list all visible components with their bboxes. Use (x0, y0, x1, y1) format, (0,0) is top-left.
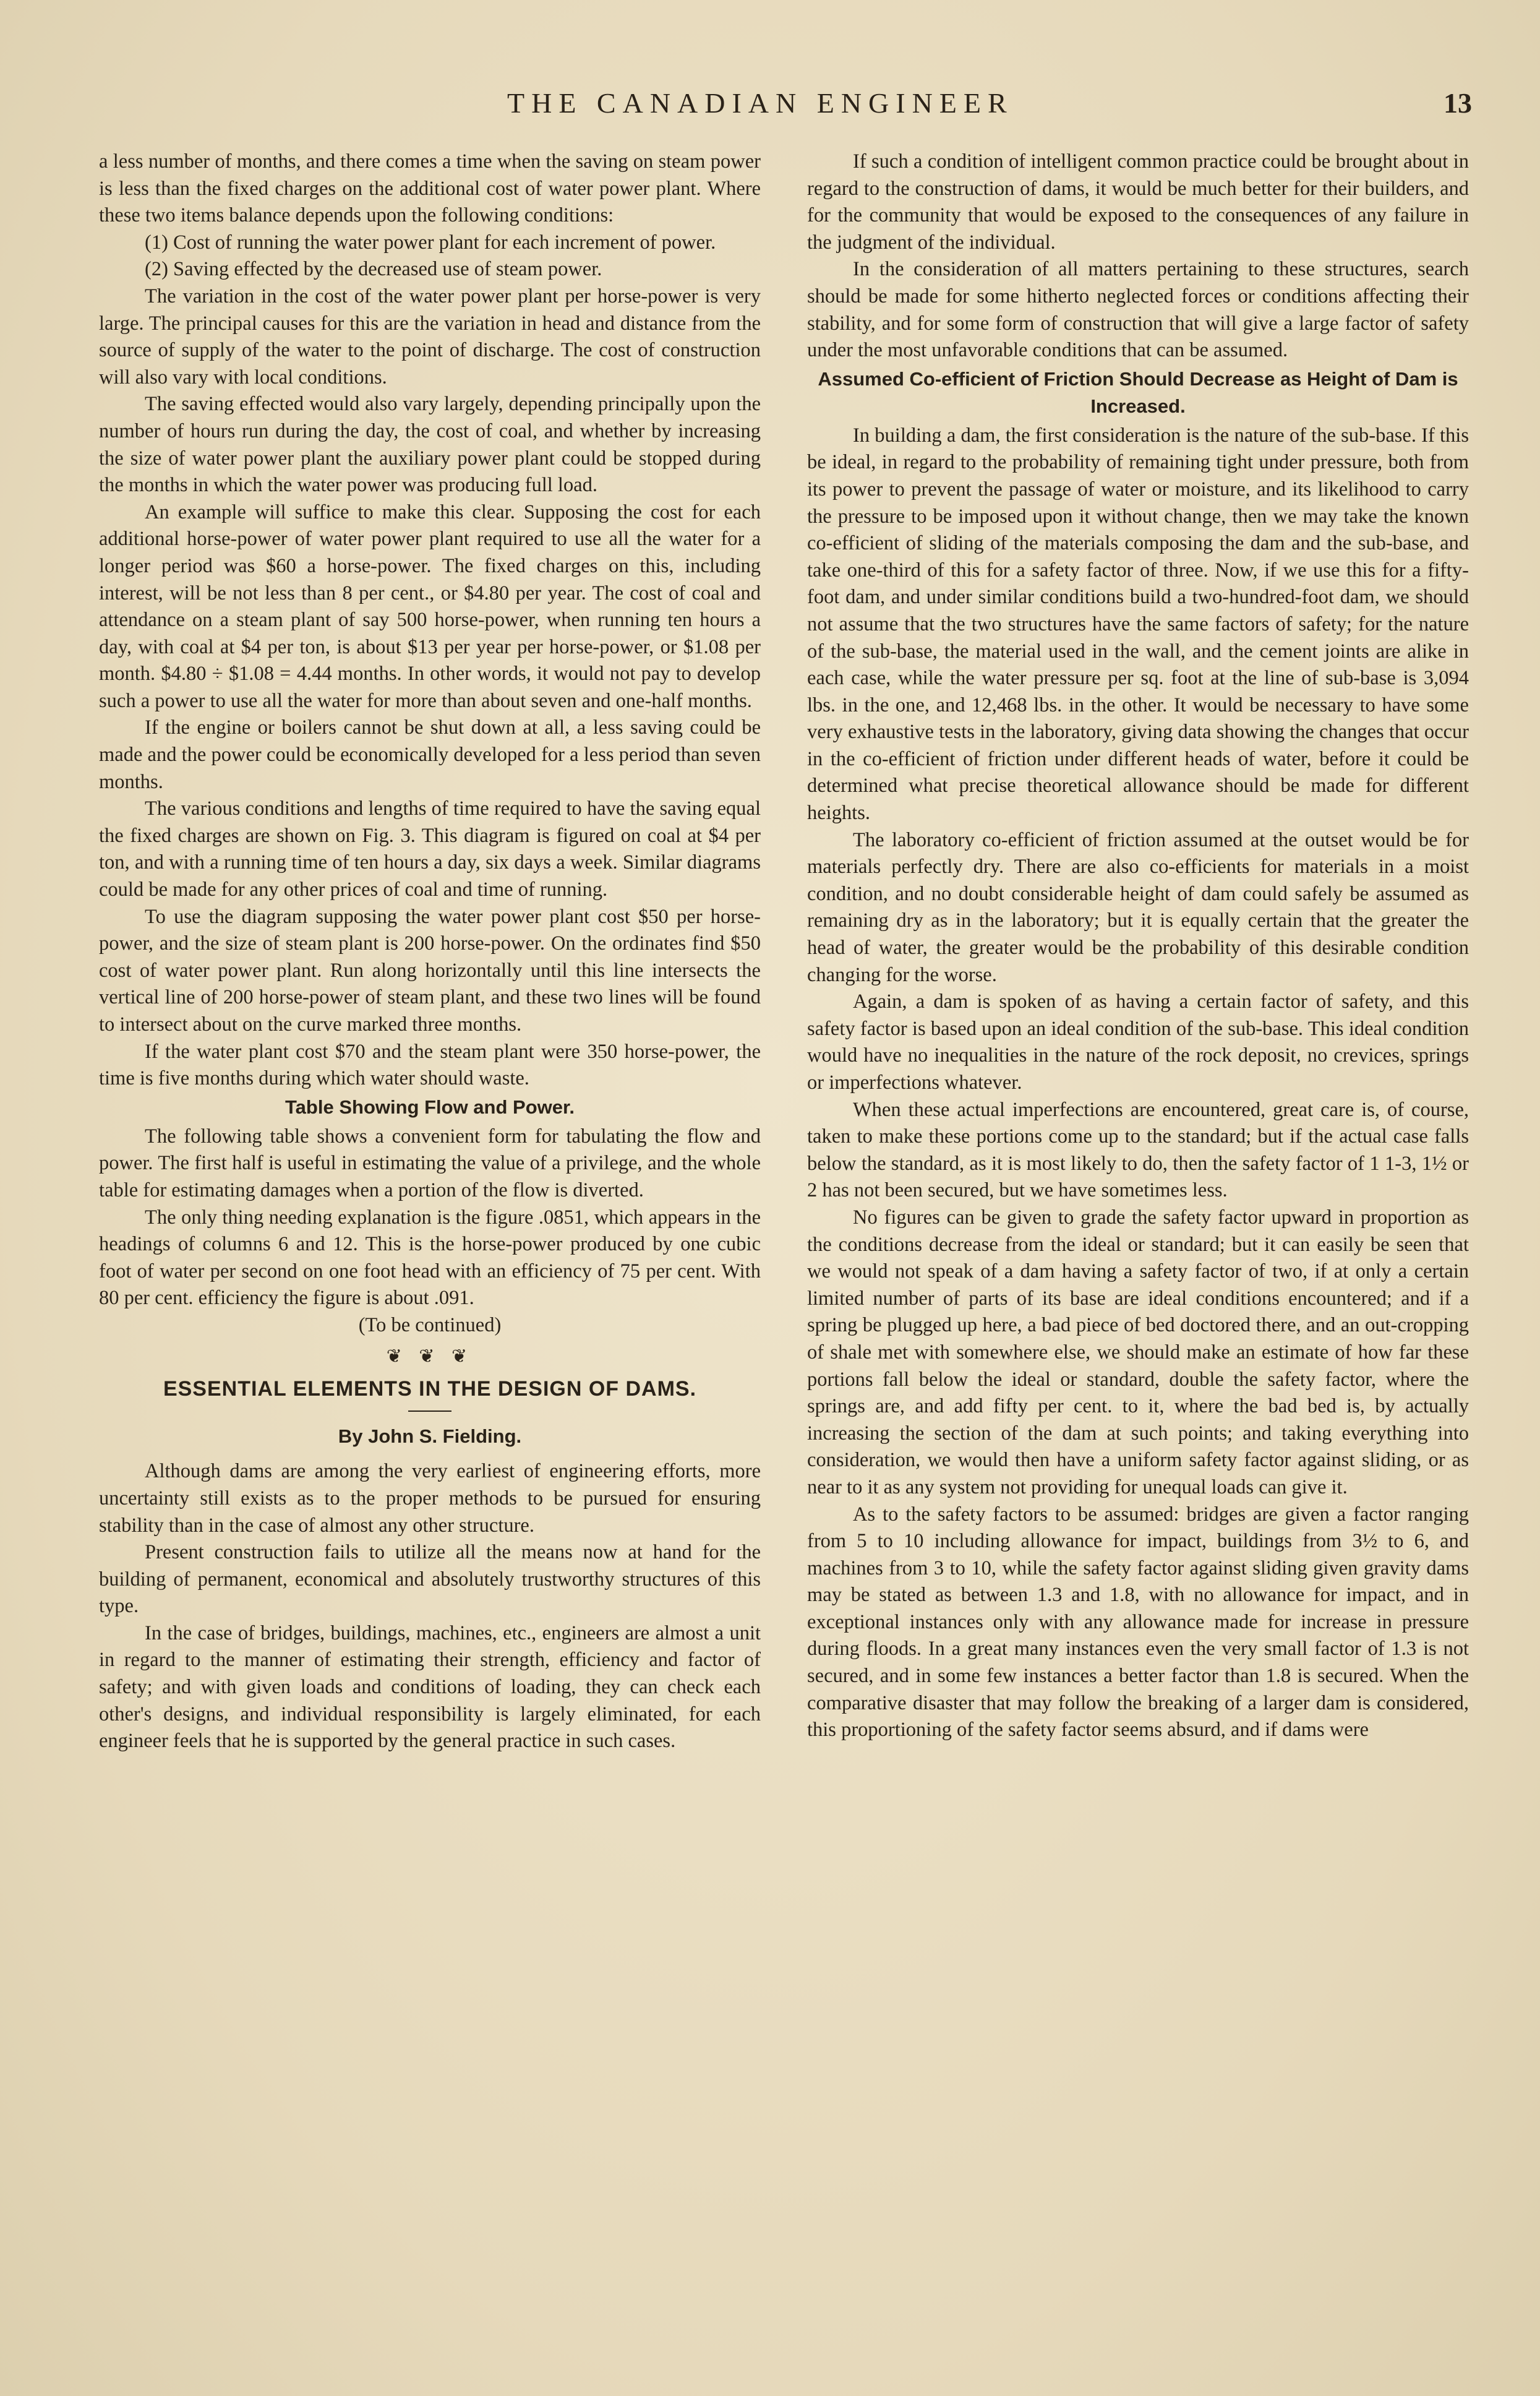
paragraph: The saving effected would also vary largely, depending principally upon the number of hours run during the day, the cost of coal, and whether by increasing the size of water power plant the auxiliary power plant could be stopped during the months in which the water power was producing full load. (99, 393, 761, 497)
paragraph: The various conditions and lengths of time required to have the saving equal the fixed charges are shown on Fig. 3. This diagram is figured on coal at $4 per ton, and with a running time of ten hours a day, six days a week. Similar diagrams could be made for any other prices of coal and time of running. (99, 797, 761, 901)
paragraph: If the water plant cost $70 and the steam plant were 350 horse-power, the time is five months during which water should waste. (99, 1040, 761, 1090)
running-head (0, 87, 1540, 130)
paragraph: If the engine or boilers cannot be shut down at all, a less saving could be made and the power could be economically developed for a less period than seven months. (99, 716, 761, 793)
paragraph: The variation in the cost of the water power plant per horse-power is very large. The principal causes for this are the variation in head and distance from the source of supply of the water to the point of discharge. The cost of construction will also vary with local conditions. (99, 285, 761, 389)
title-rule (408, 1411, 451, 1412)
paragraph: a less number of months, and there comes a time when the saving on steam power is less than the fixed charges on the additional cost of water power plant. Where these two items balance depends upon the following conditions: (99, 150, 761, 227)
paragraph: As to the safety factors to be assumed: bridges are given a factor ranging from 5 to 10 including allowance for impact, buildings from 3½ to 6, and machines from 3 to 10, while the safety factor against sliding given gravity dams may be stated as between 1.3 and 1.8, with no allowance for impact, and in exceptional instances only with any allowance made for increase in pressure during floods. In a great many instances even the very small factor of 1.3 is not secured, and in some few instances a better factor than 1.8 is secured. When the comparative disaster that may follow the breaking of a larger dam is considered, this proportioning of the safety factor seems absurd, and if dams were (807, 1503, 1469, 1741)
paragraph: The laboratory co-efficient of friction assumed at the outset would be for materials perfectly dry. There are also co-efficients for materials in a moist condition, and no doubt considerable height of dam could safely be assumed as remaining dry as in the laboratory; but it is equally certain that the greater the head of water, the greater would be the probability of this desirable condition changing for the worse. (807, 828, 1469, 986)
paragraph: Although dams are among the very earliest of engineering efforts, more uncertainty still exists as to the proper methods to be pursued for ensuring stability than in the case of almost any other structure. (99, 1460, 761, 1537)
paragraph: No figures can be given to grade the safety factor upward in proportion as the conditions decrease from the ideal or standard; but it can easily be seen that we would not speak of a dam having a safety factor of two, if at only a certain limited number of parts of its base are ideal conditions encountered; and if a spring be plugged up here, a bad piece of bed doctored there, and an out-cropping of shale met with somewhere else, we should make an estimate of how far these portions fall below the ideal or standard, double the safety factor, where the springs are, and add fifty per cent. to it, where the bad bed is, by actually increasing the section of the dam at such points; and taking everything into consideration, we would then have a uniform safety factor against sliding, or as near to it as any system not providing for unequal loads can give it. (807, 1206, 1469, 1498)
continued-note: (To be continued) (358, 1313, 502, 1336)
paragraph: If such a condition of intelligent common practice could be brought about in regard to the construction of dams, it would be much better for their builders, and for the community that would be exposed to the consequences of any failure in the judgment of the individual. (807, 150, 1469, 254)
paragraph: In the case of bridges, buildings, machines, etc., engineers are almost a unit in regard to the manner of estimating their strength, efficiency and factor of safety; and with given loads and conditions of loading, they can check each other's designs, and individual responsibility is largely eliminated, for each engineer feels that he is supported by the general practice in such cases. (99, 1621, 761, 1753)
paragraph: Present construction fails to utilize all the means now at hand for the building of permanent, economical and absolutely trustworthy structures of this type. (99, 1541, 761, 1618)
paragraph: The following table shows a convenient form for tabulating the flow and power. The first half is useful in estimating the value of a privilege, and the whole table for estimating damages when a portion of the flow is diverted. (99, 1125, 761, 1201)
ornament-divider: ❦ ❦ ❦ (386, 1346, 474, 1367)
paragraph: When these actual imperfections are encountered, great care is, of course, taken to make these portions come up to the standard; but if the actual case falls below the standard, as it is most likely to do, then the safety factor of 1 1-3, 1½ or 2 has not been secured, but we have sometimes less. (807, 1098, 1469, 1202)
page-number: 13 (1444, 87, 1472, 119)
paragraph: An example will suffice to make this clear. Supposing the cost for each additional horse-power of water power plant required to use all the water for a longer period was $60 a horse-power. The fixed charges on this, including interest, will be not less than 8 per cent., or $4.80 per year. The cost of coal and attendance on a steam plant of say 500 horse-power, when running ten hours a day, with coal at $4 per ton, is about $13 per year per horse-power, or $1.08 per month. $4.80 ÷ $1.08 = 4.44 months. In other words, it would not pay to develop such a power to use all the water for more than about seven and one-half months. (99, 500, 761, 712)
paragraph: (2) Saving effected by the decreased use of steam power. (145, 258, 602, 281)
paragraph: Again, a dam is spoken of as having a certain factor of safety, and this safety factor is based upon an ideal condition of the sub-base. This ideal condition would have no inequalities in the nature of the rock deposit, no crevices, springs or imperfections whatever. (807, 990, 1469, 1094)
paragraph: In the consideration of all matters pertaining to these structures, search should be made for some hitherto neglected forces or conditions affecting their stability, and for some form of construction that will give a large factor of safety under the most unfavorable conditions that can be assumed. (807, 258, 1469, 362)
paragraph: (1) Cost of running the water power plant for each increment of power. (145, 231, 716, 254)
journal-title: THE CANADIAN ENGINEER (507, 87, 1014, 119)
byline: By John S. Fielding. (338, 1425, 522, 1447)
left-column (99, 148, 761, 1755)
article-title: ESSENTIAL ELEMENTS IN THE DESIGN OF DAMS. (163, 1377, 697, 1401)
section-heading: Assumed Co-efficient of Friction Should Decrease as Height of Dam is Increased. (818, 367, 1458, 417)
paragraph: The only thing needing explanation is the figure .0851, which appears in the headings of columns 6 and 12. This is the horse-power produced by one cubic foot of water per second on one foot head with an efficiency of 75 per cent. With 80 per cent. efficiency the figure is about .091. (99, 1206, 761, 1310)
paragraph: In building a dam, the first consideration is the nature of the sub-base. If this be ideal, in regard to the probability of remaining tight under pressure, both from its power to prevent the passage of water or moisture, and its likelihood to carry the pressure to be imposed upon it without change, then we may take the known co-efficient of sliding of the materials composing the dam and the sub-base, and take one-third of this for a safety factor of three. Now, if we use this for a fifty-foot dam, and under similar conditions build a two-hundred-foot dam, we should not assume that the two structures have the same factors of safety; for the nature of the sub-base, the material used in the wall, and the cement joints are alike in each case, while the water pressure per sq. foot at the line of sub-base is 3,094 lbs. in the one, and 12,468 lbs. in the other. It would be necessary to have some very exhaustive tests in the laboratory, giving data showing the changes that occur in the co-efficient of friction under different heads of water, before it could be determined what precise theoretical allowance should be made for different heights. (807, 424, 1469, 825)
paragraph: To use the diagram supposing the water power plant cost $50 per horse-power, and the size of steam plant is 200 horse-power. On the ordinates find $50 cost of water power plant. Run along horizontally until this line intersects the vertical line of 200 horse-power of steam plant, and these two lines will be found to intersect about on the curve marked three months. (99, 905, 761, 1036)
right-column (807, 148, 1469, 1744)
section-heading: Table Showing Flow and Power. (285, 1096, 575, 1118)
